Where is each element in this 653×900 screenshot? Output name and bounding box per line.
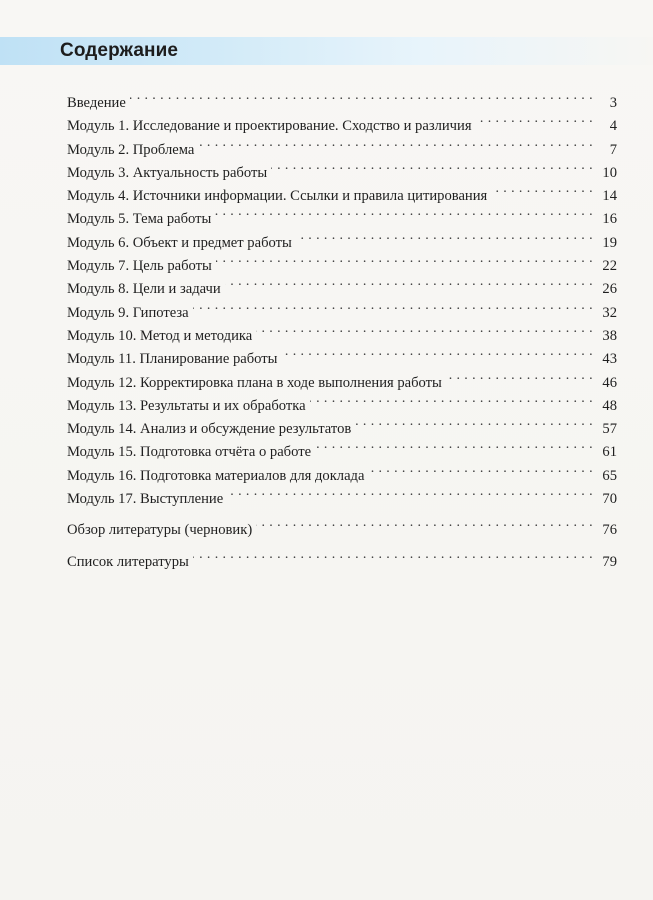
toc-entry-title: Модуль 4. Источники информации. Ссылки и правила цитирования [67,188,488,205]
toc-leader-dots [446,364,593,387]
toc-entry-title: Модуль 3. Актуальность работы [67,164,268,181]
toc-entry-title: Модуль 14. Анализ и обсуждение результатов [67,421,352,438]
toc-entry-title: Модуль 7. Цель работы [67,258,212,275]
toc-entry [67,84,617,111]
toc-entry-title: Модуль 17. Выступление [67,491,224,508]
toc-entry-page: 22 [602,258,617,275]
toc-entry-page: 76 [602,522,617,539]
page-title: Содержание [60,40,179,61]
toc-entry-page: 65 [602,467,617,484]
toc-entry-title: Модуль 13. Результаты и их обработка [67,397,306,414]
toc-entry-title: Обзор литературы (черновик) [67,522,253,539]
toc-entry-title: Модуль 11. Планирование работы [67,351,278,368]
toc-leader-dots [215,200,593,223]
toc-entry-title: Список литературы [67,553,189,570]
toc-entry-title: Модуль 15. Подготовка отчёта о работе [67,444,312,461]
toc-leader-dots [256,317,593,340]
toc-entry [67,543,617,570]
toc-leader-dots [476,107,593,130]
toc-leader-dots [315,433,593,456]
toc-entry-page: 46 [602,374,617,391]
toc-entry-page: 16 [602,211,617,228]
toc-entry-page: 14 [602,188,617,205]
toc-entry-page: 26 [602,281,617,298]
toc-entry-title: Модуль 5. Тема работы [67,211,212,228]
toc-entry-page: 3 [609,95,617,111]
toc-entry-title: Модуль 6. Объект и предмет работы [67,234,292,251]
toc-entry-page: 70 [602,491,617,508]
toc-leader-dots [310,387,593,410]
table-of-contents [67,84,617,570]
toc-leader-dots [227,480,593,503]
toc-leader-dots [225,270,593,293]
toc-entry-page: 32 [602,304,617,321]
toc-entry-title: Модуль 2. Проблема [67,141,195,158]
toc-leader-dots [256,511,593,534]
toc-entry-page: 43 [602,351,617,368]
toc-entry-title: Модуль 9. Гипотеза [67,304,189,321]
toc-leader-dots [281,340,593,363]
toc-entry-page: 57 [602,421,617,438]
toc-leader-dots [368,457,593,480]
toc-leader-dots [198,131,593,154]
toc-leader-dots [491,177,593,200]
toc-entry [67,107,617,135]
toc-entry-page: 19 [602,234,617,251]
toc-leader-dots [296,224,593,247]
toc-entry-title: Модуль 1. Исследование и проектирование. Сходство и различия [67,118,472,135]
toc-leader-dots [216,247,593,270]
toc-entry-page: 4 [609,118,617,135]
toc-entry-title: Введение [67,95,126,111]
toc-leader-dots [193,294,593,317]
toc-entry-page: 10 [602,164,617,181]
toc-leader-dots [193,543,593,566]
toc-entry-title: Модуль 8. Цели и задачи [67,281,221,298]
toc-leader-dots [271,154,593,177]
toc-leader-dots [130,84,593,107]
toc-entry [67,511,617,539]
toc-entry-page: 79 [602,553,617,570]
toc-entry-page: 48 [602,397,617,414]
toc-entry-title: Модуль 16. Подготовка материалов для доклада [67,467,365,484]
toc-entry-title: Модуль 10. Метод и методика [67,327,253,344]
toc-entry-page: 38 [602,327,617,344]
toc-entry-page: 61 [602,444,617,461]
toc-leader-dots [355,410,593,433]
toc-entry-page: 7 [609,141,617,158]
toc-entry-title: Модуль 12. Корректировка плана в ходе выполнения работы [67,374,442,391]
